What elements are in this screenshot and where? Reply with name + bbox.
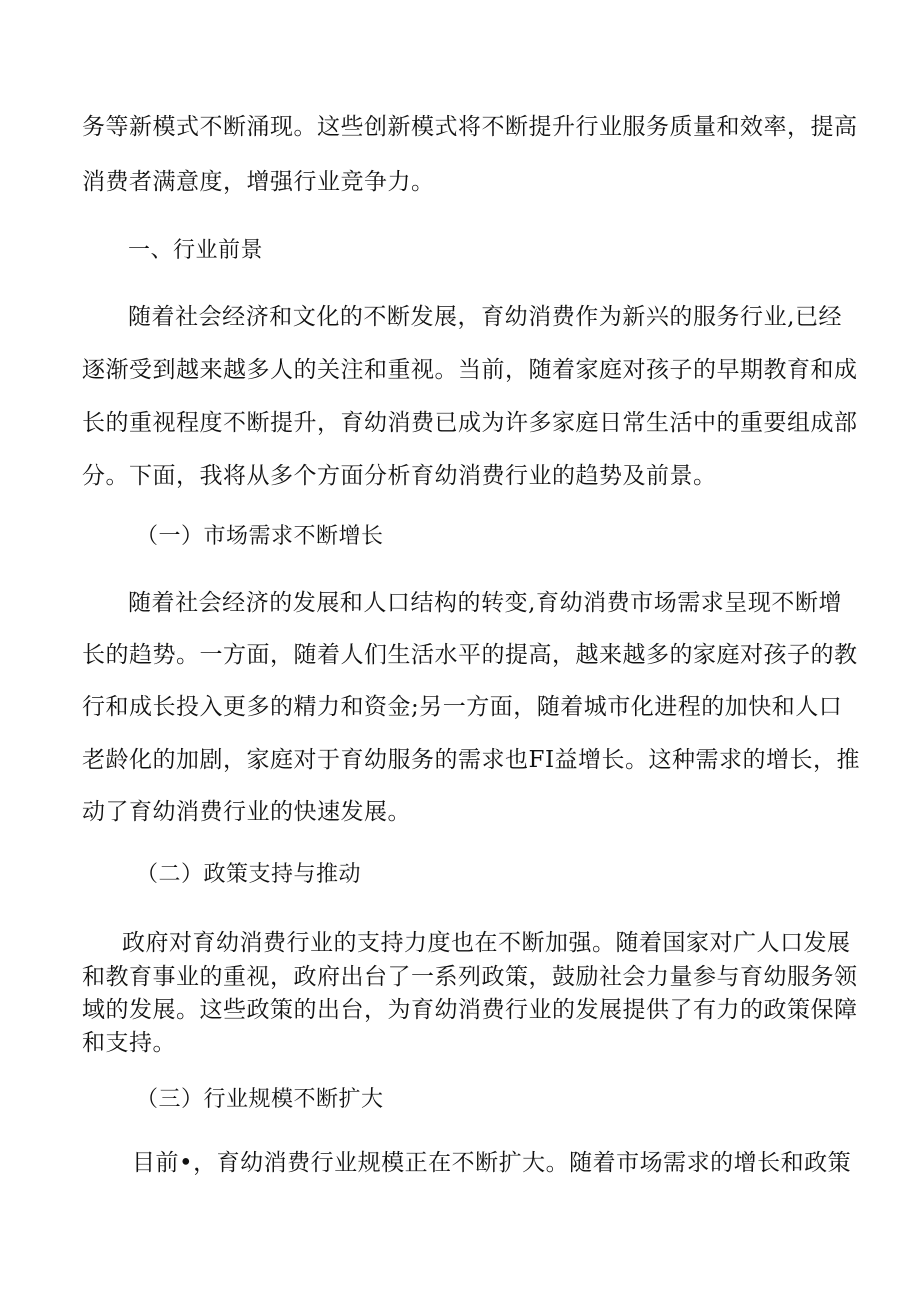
- paragraph-line: 老龄化的加剧，家庭对于育幼服务的需求也FI益增长。这种需求的增长，推: [82, 747, 861, 773]
- paragraph-line: 行和成长投入更多的精力和资金;另一方面，随着城市化进程的加快和人口: [82, 694, 843, 720]
- paragraph-line: 域的发展。这些政策的出台，为育幼消费行业的发展提供了有力的政策保障: [82, 997, 858, 1023]
- subsection-heading: （二）政策支持与推动: [136, 862, 362, 887]
- paragraph-line: 长的重视程度不断提升，育幼消费已成为许多家庭日常生活中的重要组成部: [82, 410, 858, 436]
- paragraph-line: 随着社会经济的发展和人口结构的转变,育幼消费市场需求呈现不断增: [128, 590, 842, 616]
- paragraph-line: 消费者满意度，增强行业竞争力。: [82, 169, 435, 195]
- paragraph-line: 和教育事业的重视，政府出台了一系列政策，鼓励社会力量参与育幼服务领: [82, 964, 858, 990]
- paragraph-line: 政府对育幼消费行业的支持力度也在不断加强。随着国家对广人口发展: [122, 930, 851, 956]
- section-heading: 一、行业前景: [128, 238, 264, 263]
- paragraph-line: 长的趋势。一方面，随着人们生活水平的提高，越来越多的家庭对孩子的教: [82, 642, 858, 668]
- paragraph-line: 随着社会经济和文化的不断发展，育幼消费作为新兴的服务行业,已经: [128, 304, 842, 330]
- paragraph-line: 逐渐受到越来越多人的关注和重视。当前，随着家庭对孩子的早期教育和成: [82, 357, 858, 383]
- paragraph-line: 和支持。: [82, 1030, 176, 1056]
- subsection-heading: （三）行业规模不断扩大: [136, 1087, 384, 1112]
- paragraph-line: 动了育幼消费行业的快速发展。: [82, 799, 411, 825]
- paragraph-line: 目前•，育幼消费行业规模正在不断扩大。随着市场需求的增长和政策: [132, 1150, 852, 1176]
- paragraph-line: 务等新模式不断涌现。这些创新模式将不断提升行业服务质量和效率，提高: [82, 114, 858, 140]
- paragraph-line: 分。下面，我将从多个方面分析育幼消费行业的趋势及前景。: [82, 463, 717, 489]
- subsection-heading: （一）市场需求不断增长: [136, 524, 384, 549]
